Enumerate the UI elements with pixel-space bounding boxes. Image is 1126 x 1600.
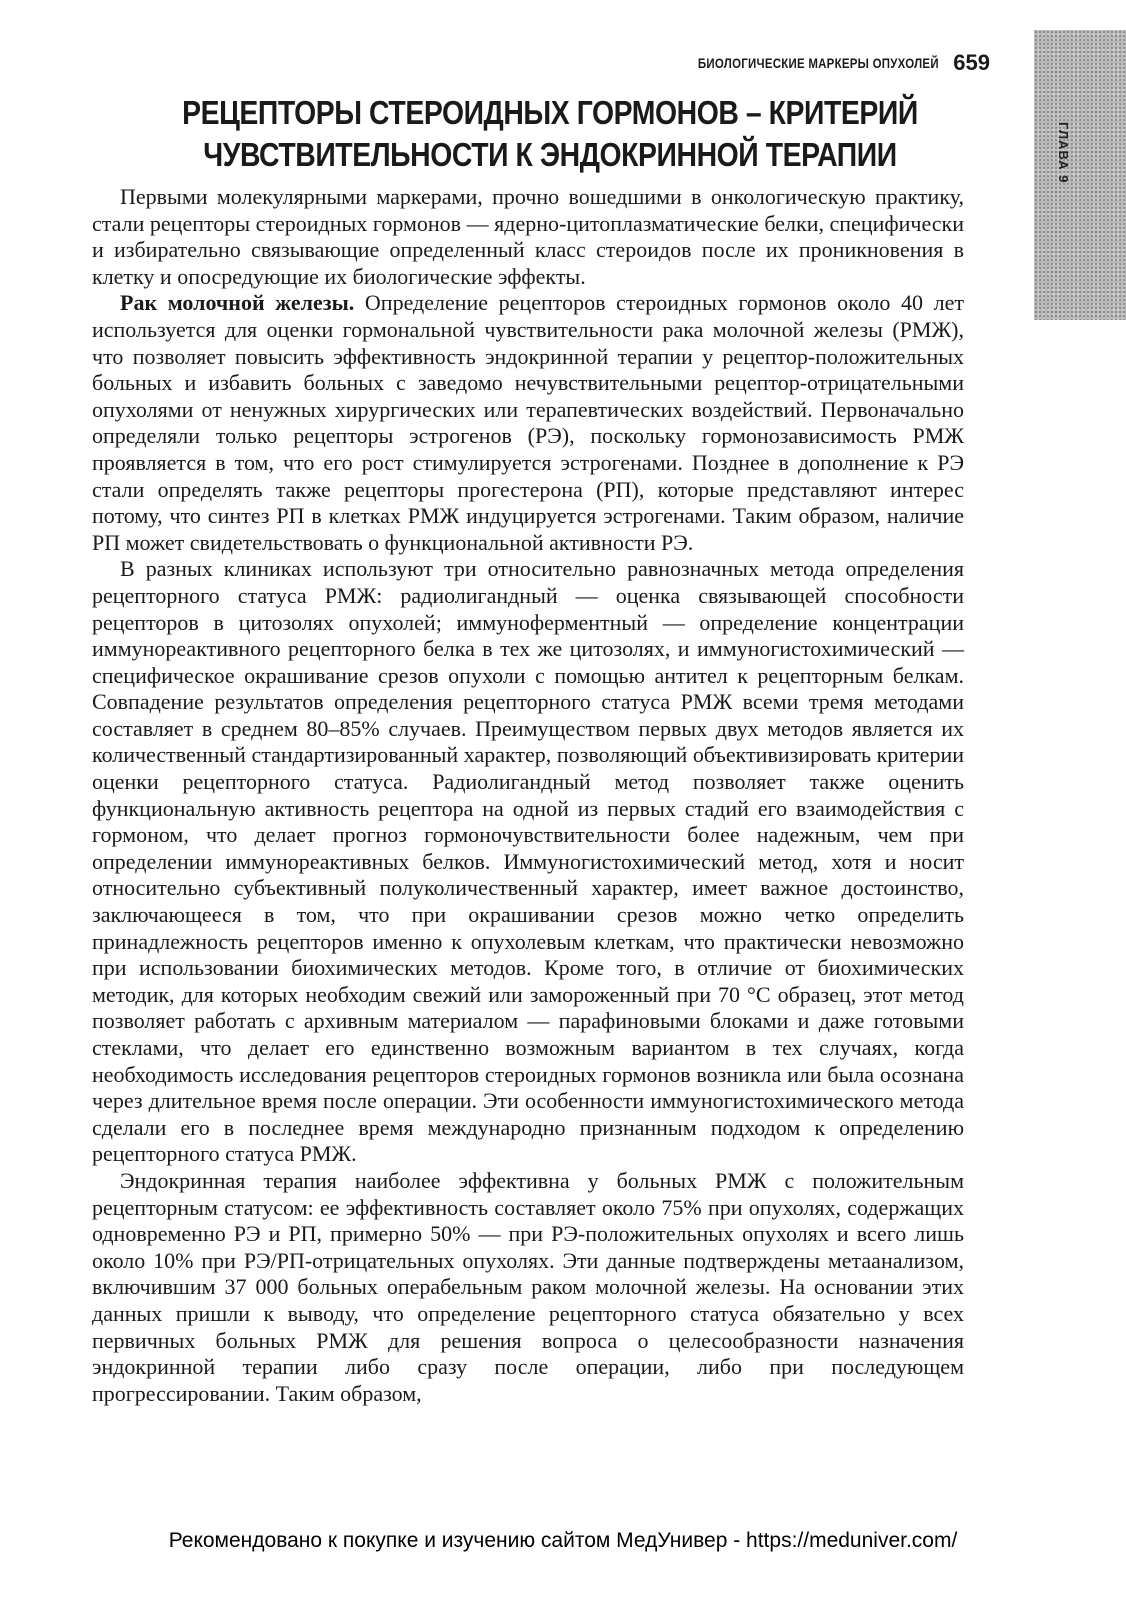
paragraph-intro: Первыми молекулярными маркерами, прочно вошедшими в онкологическую практику, стали рецепторы стероидных гормонов — ядерно-цитоплазматические белки, специфически и избирательно связывающие определенный класс стероидов после их проникновения в клетку и опосредующие их биологические эффекты. <box>92 184 964 289</box>
section-title-line-1: РЕЦЕПТОРЫ СТЕРОИДНЫХ ГОРМОНОВ – КРИТЕРИЙ <box>182 94 918 131</box>
paragraph-breast-cancer-text: Определение рецепторов стероидных гормонов около 40 лет используется для оценки гормональной чувствительности рака молочной железы (РМЖ), что позволяет повысить эффективность эндокринной терапии у рецептор-положительных больных и избавить больных с заведомо нечувствительными рецептор-отрицательными опухолями от ненужных хирургических или терапевтических воздействий. Первоначально определяли только рецепторы эстрогенов (РЭ), поскольку гормонозависимость РМЖ проявляется в том, что его рост стимулируется эстрогенами. Позднее в дополнение к РЭ стали определять также рецепторы прогестерона (РП), которые представляют интерес потому, что синтез РП в клетках РМЖ индуцируется эстрогенами. Таким образом, наличие РП может свидетельствовать о функциональной активности РЭ. <box>92 290 964 555</box>
footer-recommendation: Рекомендовано к покупке и изучению сайтом МедУнивер - https://meduniver.com/ <box>168 1529 958 1552</box>
chapter-label: ГЛАВА 9 <box>1056 122 1071 184</box>
paragraph-endocrine-therapy: Эндокринная терапия наиболее эффективна у больных РМЖ с положительным рецепторным статусом: ее эффективность составляет около 75% при опухолях, содержащих одновременно РЭ и РП, примерно 50% — при РЭ-положительных опухолях и всего лишь около 10% при РЭ/РП-отрицательных опухолях. Эти данные подтверждены метаанализом, включившим 37 000 больных операбельным раком молочной железы. На основании этих данных пришли к выводу, что определение рецепторного статуса обязательно у всех первичных больных РМЖ для решения вопроса о целесообразности назначения эндокринной терапии либо сразу после операции, либо при последующем прогрессировании. Таким образом, <box>92 1167 964 1406</box>
paragraph-lead-heading: Рак молочной железы. <box>120 290 355 316</box>
section-title <box>110 92 990 176</box>
page-number: 659 <box>953 50 990 75</box>
chapter-tab <box>1034 30 1126 320</box>
running-head: БИОЛОГИЧЕСКИЕ МАРКЕРЫ ОПУХОЛЕЙ <box>698 55 940 71</box>
page-header <box>570 48 990 78</box>
paragraph-breast-cancer <box>92 290 964 556</box>
article-body <box>92 184 964 1407</box>
paragraph-methods: В разных клиниках используют три относительно равнозначных метода определения рецепторного статуса РМЖ: радиолигандный — оценка связывающей способности рецепторов в цитозолях опухолей; иммуноферментный — определение концентрации иммунореактивного рецепторного белка в тех же цитозолях, и иммуногистохимический — специфическое окрашивание срезов опухоли с помощью антител к рецепторным белкам. Совпадение результатов определения рецепторного статуса РМЖ всеми тремя методами составляет в среднем 80–85% случаев. Преимуществом первых двух методов является их количественный стандартизированный характер, позволяющий объективизировать критерии оценки рецепторного статуса. Радиолигандный метод позволяет также оценить функциональную активность рецептора на одной из первых стадий его взаимодействия с гормоном, что делает прогноз гормоночувствительности более надежным, чем при определении иммунореактивных белков. Иммуногистохимический метод, хотя и носит относительно субъективный полуколичественный характер, имеет важное достоинство, заключающееся в том, что при окрашивании срезов можно четко определить принадлежность рецепторов именно к опухолевым клеткам, что практически невозможно при использовании биохимических методов. Кроме того, в отличие от биохимических методик, для которых необходим свежий или замороженный при 70 °С образец, этот метод позволяет работать с архивным материалом — парафиновыми блоками и даже готовыми стеклами, что делает его единственно возможным вариантом в тех случаях, когда необходимость исследования рецепторов стероидных гормонов возникла или была осознана через длительное время после операции. Эти особенности иммуногистохимического метода сделали его в последнее время международно признанным подходом к определению рецепторного статуса РМЖ. <box>92 556 964 1167</box>
section-title-line-2: ЧУВСТВИТЕЛЬНОСТИ К ЭНДОКРИННОЙ ТЕРАПИИ <box>203 136 897 173</box>
